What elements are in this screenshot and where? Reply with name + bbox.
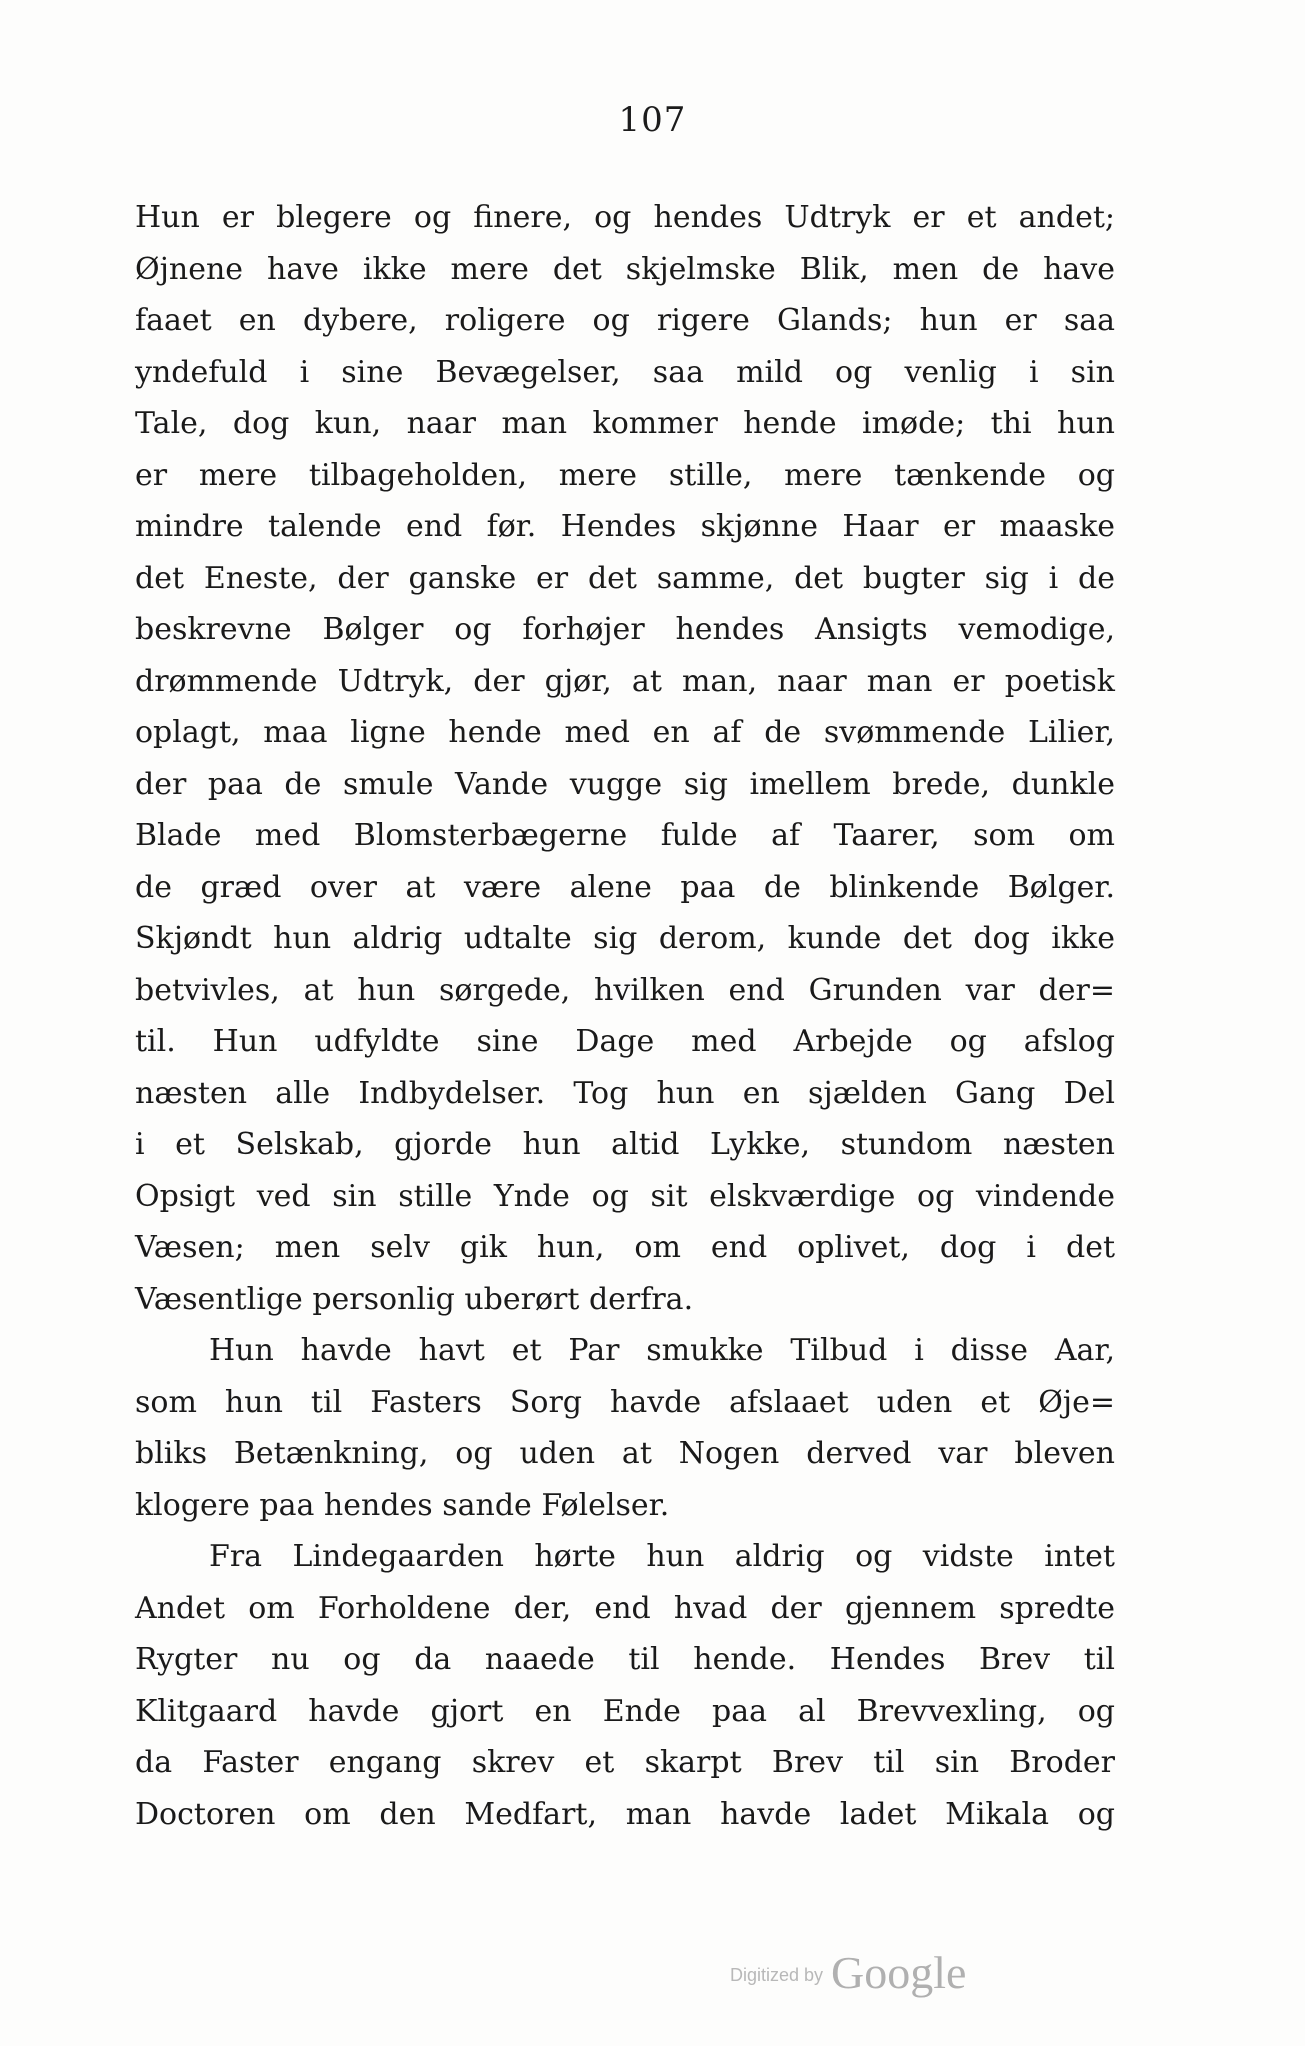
text-line: faaet en dybere, roligere og rigere Glands; hun er saa [135,303,1115,338]
text-line: Opsigt ved sin stille Ynde og sit elskværdige og vindende [135,1178,1115,1214]
google-watermark [730,1944,966,1996]
text-line: det Eneste, der ganske er det samme, det bugter sig i de [135,560,1115,596]
google-logo: Google [831,1947,967,1998]
text-line: Blade med Blomsterbægerne fulde af Taarer, som om [135,818,1115,853]
text-line: er mere tilbageholden, mere stille, mere tænkende og [135,457,1115,493]
text-line: næsten alle Indbydelser. Tog hun en sjælden Gang Del [135,1075,1115,1111]
text-line: Tale, dog kun, naar man kommer hende imøde; thi hun [135,406,1115,441]
text-line: mindre talende end før. Hendes skjønne Haar er maaske [135,509,1115,544]
watermark-prefix: Digitized by [730,1965,824,1985]
text-line: som hun til Fasters Sorg havde afslaaet uden et Øje= [135,1384,1115,1420]
text-line: Andet om Forholdene der, end hvad der gjennem spredte [135,1590,1115,1626]
text-line: i et Selskab, gjorde hun altid Lykke, stundom næsten [135,1127,1115,1162]
page-number: 107 [618,100,687,140]
text-line: betvivles, at hun sørgede, hvilken end Grunden var der= [135,972,1115,1008]
text-line: Væsen; men selv gik hun, om end oplivet, dog i det [135,1230,1115,1265]
text-line: Doctoren om den Medfart, man havde ladet Mikala og [135,1796,1115,1832]
body-text [135,192,1115,1840]
text-line: drømmende Udtryk, der gjør, at man, naar man er poetisk [135,663,1115,699]
text-line: til. Hun udfyldte sine Dage med Arbejde og afslog [135,1024,1115,1059]
text-line: bliks Betænkning, og uden at Nogen derved var bleven [135,1436,1115,1471]
text-line: Øjnene have ikke mere det skjelmske Blik, men de have [135,251,1115,287]
text-line: Klitgaard havde gjort en Ende paa al Brevvexling, og [135,1693,1115,1729]
text-line: Rygter nu og da naaede til hende. Hendes Brev til [135,1642,1115,1677]
text-line: klogere paa hendes sande Følelser. [135,1487,670,1523]
text-line: beskrevne Bølger og forhøjer hendes Ansigts vemodige, [135,612,1115,647]
text-line: der paa de smule Vande vugge sig imellem brede, dunkle [135,766,1115,802]
text-line: Væsentlige personlig uberørt derfra. [135,1281,694,1317]
text-line: de græd over at være alene paa de blinkende Bølger. [135,869,1115,905]
text-line: da Faster engang skrev et skarpt Brev til sin Broder [135,1745,1115,1780]
text-line: Skjøndt hun aldrig udtalte sig derom, kunde det dog ikke [135,921,1115,956]
text-line: yndefuld i sine Bevægelser, saa mild og venlig i sin [135,354,1115,390]
text-line: Hun er blegere og finere, og hendes Udtryk er et andet; [135,200,1115,235]
text-line: Hun havde havt et Par smukke Tilbud i disse Aar, [209,1333,1115,1368]
text-line: Fra Lindegaarden hørte hun aldrig og vidste intet [209,1539,1115,1574]
text-line: oplagt, maa ligne hende med en af de svømmende Lilier, [135,715,1115,750]
